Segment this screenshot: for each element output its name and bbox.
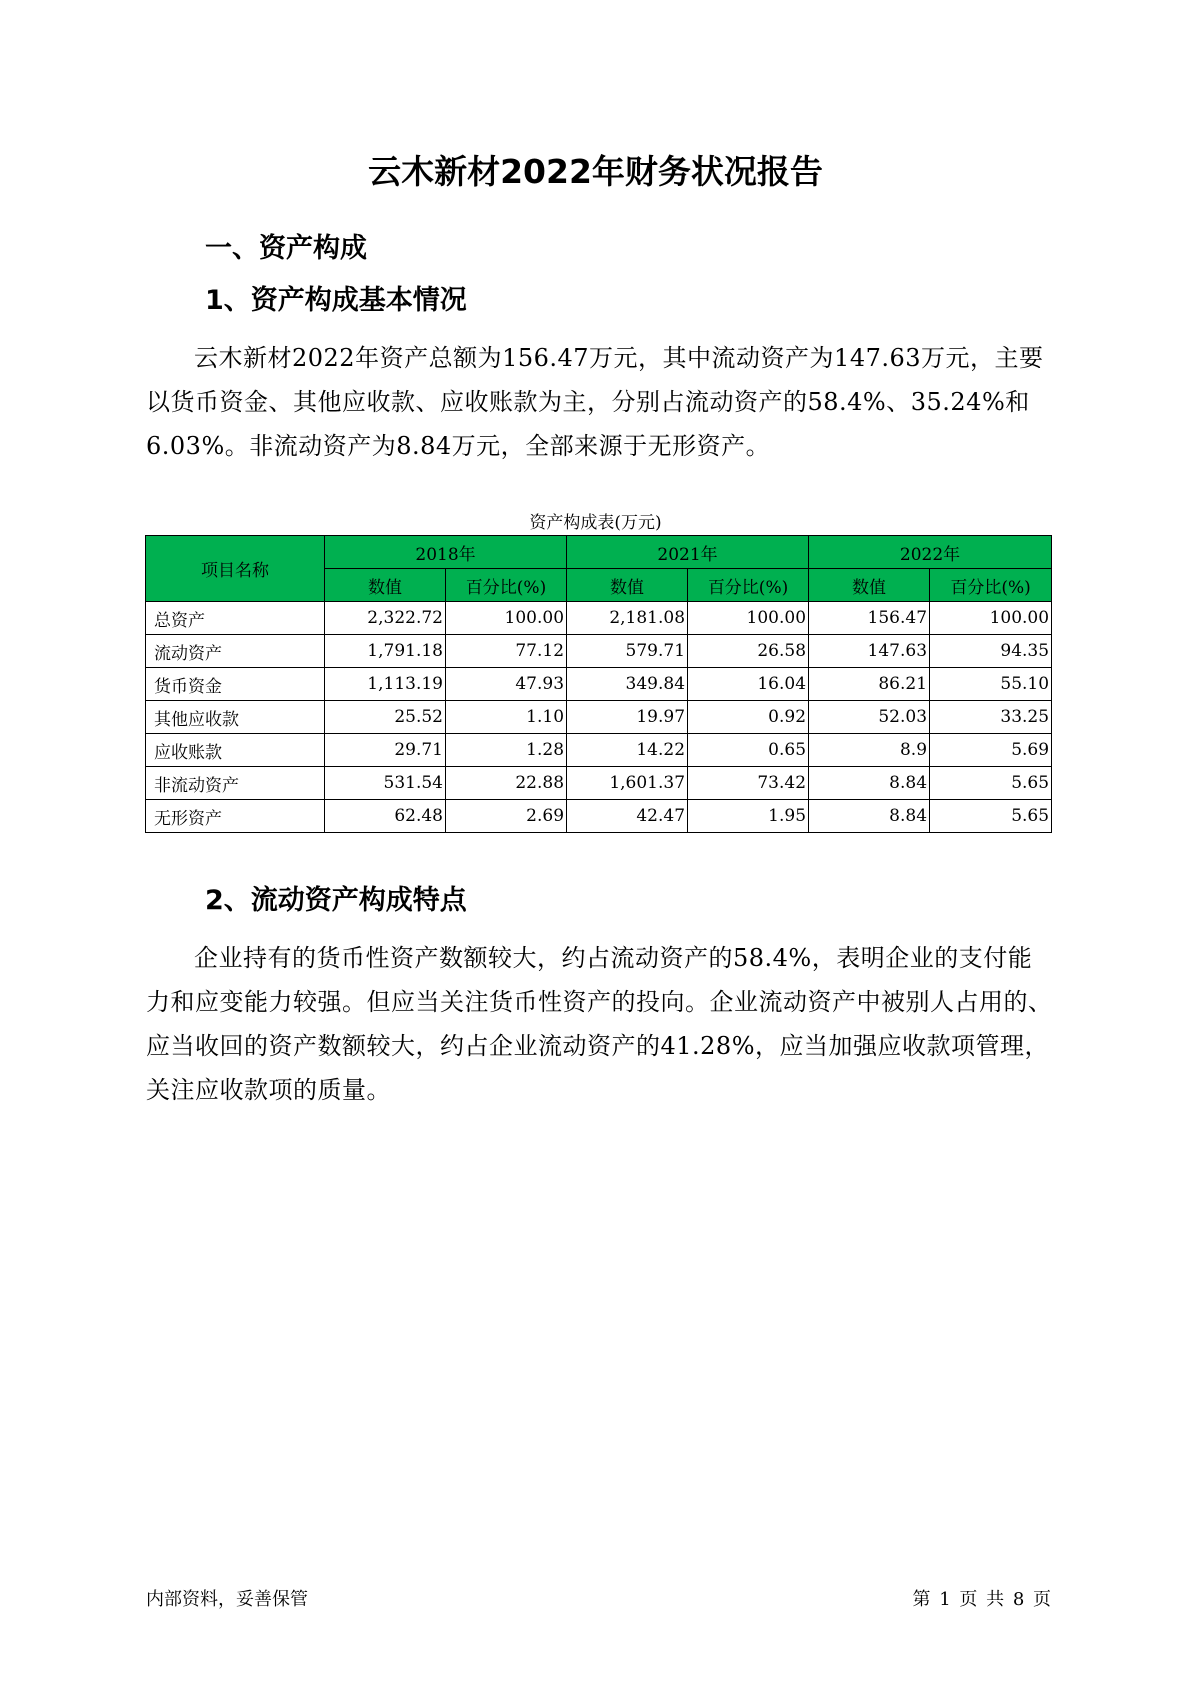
header-pct-2018: 百分比(%): [446, 569, 567, 602]
cell: 2,322.72: [325, 602, 446, 635]
row-name: 非流动资产: [146, 767, 325, 800]
table-row: [146, 668, 1052, 701]
cell: 5.69: [930, 734, 1052, 767]
row-name: 流动资产: [146, 635, 325, 668]
cell: 100.00: [446, 602, 567, 635]
cell: 16.04: [688, 668, 809, 701]
cell: 1,791.18: [325, 635, 446, 668]
header-pct-2021: 百分比(%): [688, 569, 809, 602]
cell: 100.00: [688, 602, 809, 635]
cell: 47.93: [446, 668, 567, 701]
cell: 52.03: [809, 701, 930, 734]
header-year-2018: 2018年: [325, 536, 567, 569]
cell: 349.84: [567, 668, 688, 701]
cell: 579.71: [567, 635, 688, 668]
row-name: 应收账款: [146, 734, 325, 767]
cell: 42.47: [567, 800, 688, 833]
footer-page-number: 第 1 页 共 8 页: [912, 1589, 1051, 1610]
cell: 55.10: [930, 668, 1052, 701]
row-name: 货币资金: [146, 668, 325, 701]
cell: 5.65: [930, 800, 1052, 833]
cell: 0.92: [688, 701, 809, 734]
table-row: [146, 767, 1052, 800]
cell: 73.42: [688, 767, 809, 800]
cell: 62.48: [325, 800, 446, 833]
cell: 19.97: [567, 701, 688, 734]
cell: 29.71: [325, 734, 446, 767]
subheading-current-asset-features: 2、流动资产构成特点: [205, 885, 467, 916]
cell: 2,181.08: [567, 602, 688, 635]
cell: 1,113.19: [325, 668, 446, 701]
paragraph-asset-summary: 云木新材2022年资产总额为156.47万元，其中流动资产为147.63万元，主要以货币资金、其他应收款、应收账款为主，分别占流动资产的58.4%、35.24%和6.03%。非流动资产为8.84万元，全部来源于无形资产。: [146, 344, 1044, 460]
table-row: [146, 635, 1052, 668]
header-value-2018: 数值: [325, 569, 446, 602]
cell: 0.65: [688, 734, 809, 767]
cell: 94.35: [930, 635, 1052, 668]
cell: 2.69: [446, 800, 567, 833]
table-row: [146, 734, 1052, 767]
row-name: 其他应收款: [146, 701, 325, 734]
cell: 156.47: [809, 602, 930, 635]
header-pct-2022: 百分比(%): [930, 569, 1052, 602]
row-name: 无形资产: [146, 800, 325, 833]
cell: 22.88: [446, 767, 567, 800]
cell: 1.10: [446, 701, 567, 734]
cell: 1,601.37: [567, 767, 688, 800]
cell: 86.21: [809, 668, 930, 701]
cell: 100.00: [930, 602, 1052, 635]
table-row: [146, 701, 1052, 734]
document-title: 云木新材2022年财务状况报告: [368, 152, 823, 191]
row-name: 总资产: [146, 602, 325, 635]
cell: 25.52: [325, 701, 446, 734]
section-heading-asset-composition: 一、资产构成: [205, 233, 367, 264]
cell: 77.12: [446, 635, 567, 668]
cell: 26.58: [688, 635, 809, 668]
header-item-name: 项目名称: [146, 536, 325, 602]
table-header-row-years: [146, 536, 1052, 569]
cell: 8.9: [809, 734, 930, 767]
table-row: [146, 800, 1052, 833]
cell: 33.25: [930, 701, 1052, 734]
footer-confidential-note: 内部资料，妥善保管: [146, 1589, 308, 1610]
header-year-2021: 2021年: [567, 536, 809, 569]
cell: 1.28: [446, 734, 567, 767]
header-value-2022: 数值: [809, 569, 930, 602]
table-row: [146, 602, 1052, 635]
cell: 1.95: [688, 800, 809, 833]
table-caption: 资产构成表(万元): [529, 513, 662, 533]
cell: 5.65: [930, 767, 1052, 800]
paragraph-current-asset-analysis: 企业持有的货币性资产数额较大，约占流动资产的58.4%，表明企业的支付能力和应变能力较强。但应当关注货币性资产的投向。企业流动资产中被别人占用的、应当收回的资产数额较大，约占企业流动资产的41.28%，应当加强应收款项管理，关注应收款项的质量。: [146, 944, 1053, 1104]
cell: 8.84: [809, 800, 930, 833]
cell: 147.63: [809, 635, 930, 668]
cell: 8.84: [809, 767, 930, 800]
cell: 14.22: [567, 734, 688, 767]
asset-composition-table: [145, 535, 1052, 833]
subheading-basic-situation: 1、资产构成基本情况: [205, 285, 467, 316]
cell: 531.54: [325, 767, 446, 800]
header-year-2022: 2022年: [809, 536, 1052, 569]
header-value-2021: 数值: [567, 569, 688, 602]
